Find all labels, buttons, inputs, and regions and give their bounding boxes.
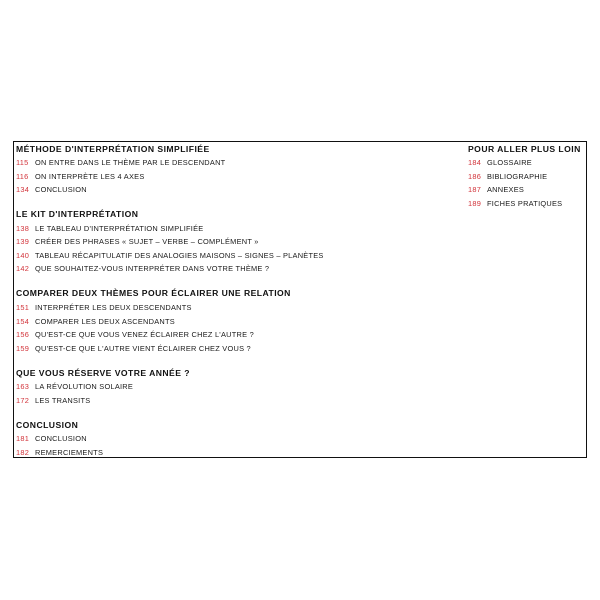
entry-label: LES TRANSITS [35,396,91,405]
page-number: 172 [16,396,30,405]
page-number: 139 [16,237,30,246]
page-number: 138 [16,224,30,233]
entry-label: ON INTERPRÈTE LES 4 AXES [35,172,145,181]
toc-entry[interactable] [468,185,524,194]
toc-entry[interactable] [16,158,225,167]
toc-entry[interactable] [16,237,259,246]
page-number: 186 [468,172,482,181]
entry-label: COMPARER LES DEUX ASCENDANTS [35,317,175,326]
toc-entry[interactable] [468,199,562,208]
entry-label: LA RÉVOLUTION SOLAIRE [35,382,134,391]
section-title: LE KIT D'INTERPRÉTATION [16,209,139,219]
toc-entry[interactable] [16,448,103,457]
entry-label: CONCLUSION [35,185,87,194]
entry-label: CONCLUSION [35,434,87,443]
entry-label: ON ENTRE DANS LE THÈME PAR LE DESCENDANT [35,158,226,167]
toc-entry[interactable] [16,344,251,353]
entry-label: LE TABLEAU D'INTERPRÉTATION SIMPLIFIÉE [35,224,204,233]
toc-entry[interactable] [16,251,324,260]
page-number: 116 [16,172,29,181]
section-title: COMPARER DEUX THÈMES POUR ÉCLAIRER UNE RELATION [16,288,291,298]
page-number: 159 [16,344,30,353]
toc-entry[interactable] [16,224,203,233]
page-number: 182 [16,448,30,457]
toc-entry[interactable] [16,330,254,339]
page-number: 163 [16,382,30,391]
entry-label: CRÉER DES PHRASES « SUJET – VERBE – COMPLÉMENT » [35,237,259,246]
page-number: 181 [16,434,30,443]
entry-label: QU'EST-CE QUE VOUS VENEZ ÉCLAIRER CHEZ L'AUTRE ? [35,330,254,339]
entry-label: BIBLIOGRAPHIE [487,172,548,181]
page-number: 156 [16,330,30,339]
section-title: CONCLUSION [16,420,79,430]
toc-entry[interactable] [16,317,175,326]
section-title: QUE VOUS RÉSERVE VOTRE ANNÉE ? [16,368,190,378]
page-number: 151 [16,303,30,312]
entry-label: TABLEAU RÉCAPITULATIF DES ANALOGIES MAISONS – SIGNES – PLANÈTES [35,251,324,260]
toc-entry[interactable] [16,396,90,405]
toc-entry[interactable] [16,172,145,181]
entry-label: ANNEXES [487,185,525,194]
toc-entry[interactable] [16,434,87,443]
entry-label: QUE SOUHAITEZ-VOUS INTERPRÉTER DANS VOTRE THÈME ? [35,264,270,273]
page-number: 134 [16,185,30,194]
section-title: POUR ALLER PLUS LOIN [468,144,581,154]
toc-entry[interactable] [16,382,133,391]
page-number: 142 [16,264,30,273]
section-title: MÉTHODE D'INTERPRÉTATION SIMPLIFIÉE [16,144,210,154]
entry-label: FICHES PRATIQUES [487,199,563,208]
toc-entry[interactable] [468,158,532,167]
page-number: 189 [468,199,482,208]
entry-label: QU'EST-CE QUE L'AUTRE VIENT ÉCLAIRER CHEZ VOUS ? [35,344,251,353]
page-number: 187 [468,185,482,194]
entry-label: REMERCIEMENTS [35,448,104,457]
toc-entry[interactable] [468,172,547,181]
table-of-contents [13,141,587,458]
toc-entry[interactable] [16,185,87,194]
page-number: 115 [16,158,29,167]
page-number: 140 [16,251,30,260]
page-number: 184 [468,158,482,167]
entry-label: GLOSSAIRE [487,158,532,167]
entry-label: INTERPRÉTER LES DEUX DESCENDANTS [35,303,192,312]
toc-entry[interactable] [16,264,269,273]
toc-entry[interactable] [16,303,192,312]
page-number: 154 [16,317,30,326]
